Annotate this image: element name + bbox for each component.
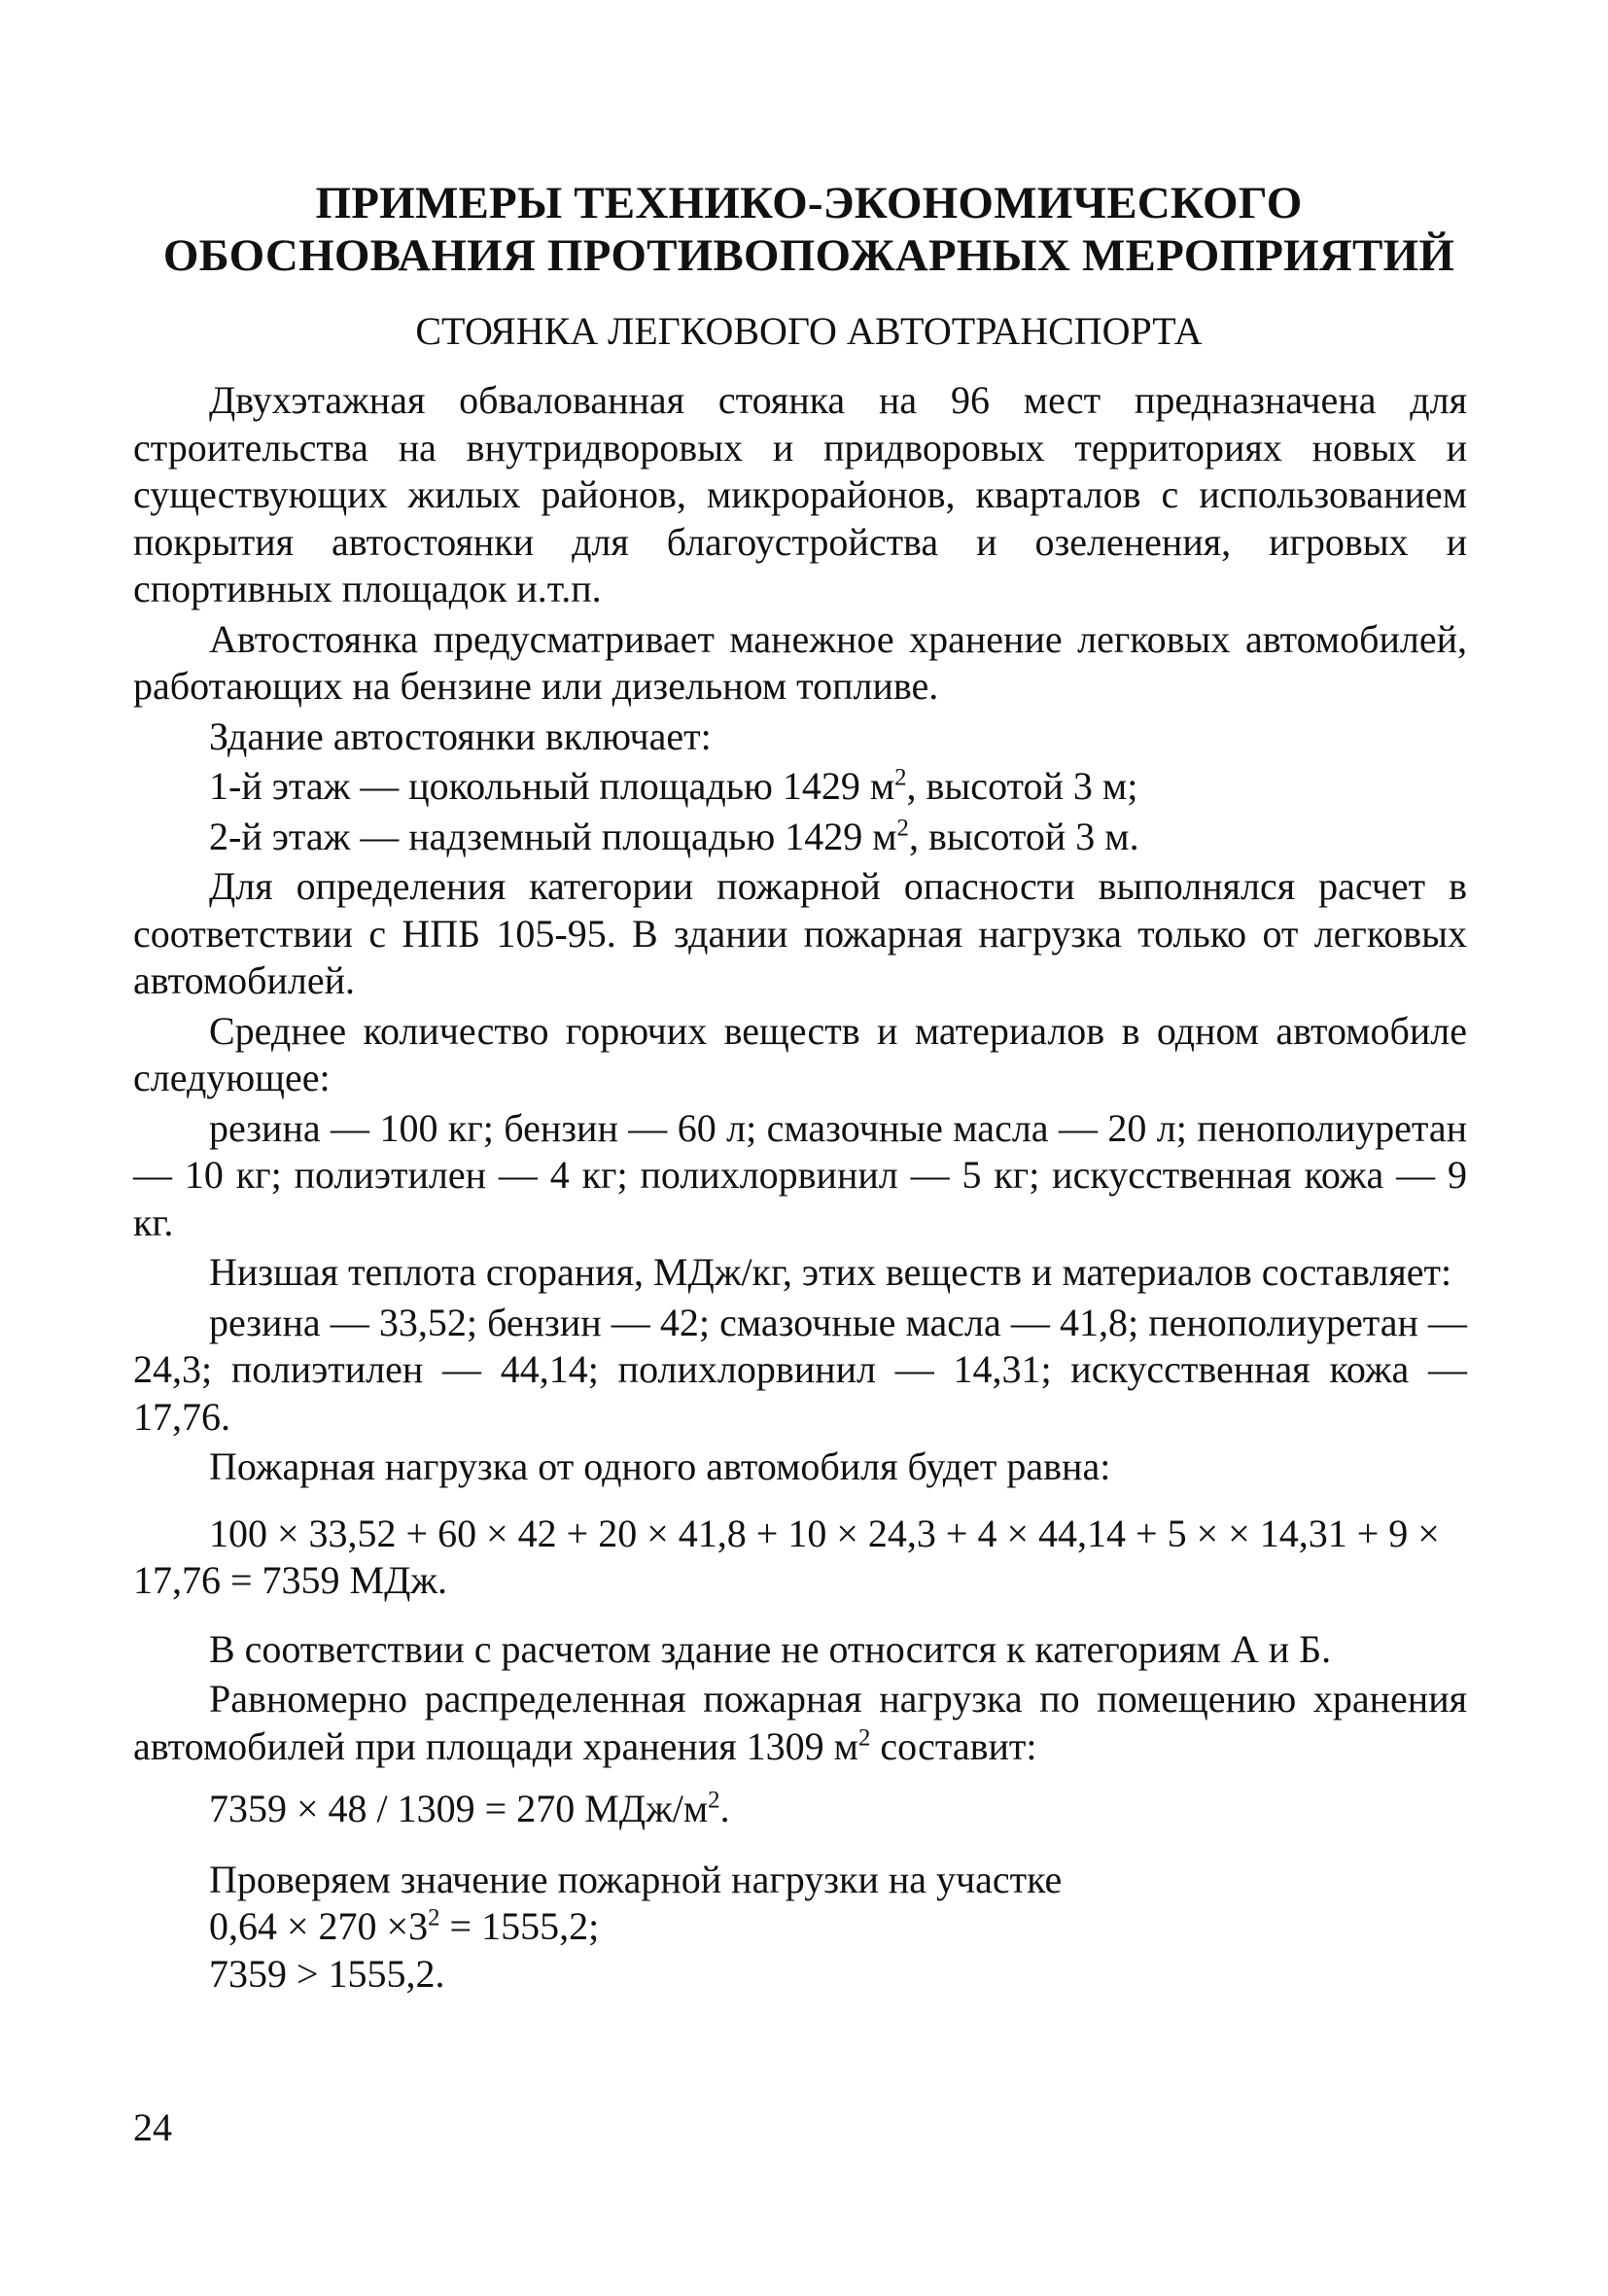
- paragraph-check-load: Проверяем значение пожарной нагрузки на участке: [209, 1857, 1063, 1901]
- title-line-2: ОБОСНОВАНИЯ ПРОТИВОПОЖАРНЫХ МЕРОПРИЯТИЙ: [162, 230, 1455, 281]
- paragraph-heat-intro: Низшая теплота сгорания, МДж/кг, этих веществ и материалов составляет:: [209, 1250, 1452, 1294]
- formula-3-text-end: = 1555,2;: [439, 1904, 600, 1948]
- formula-3-sup: 2: [428, 1904, 440, 1931]
- floor-2-text-end: , высотой 3 м.: [908, 814, 1139, 858]
- paragraph-floor-1: [133, 763, 1467, 811]
- formula-3-text: 0,64 × 270 ×3: [209, 1904, 429, 1948]
- floor-2-sup: 2: [896, 815, 909, 842]
- section-subtitle: СТОЯНКА ЛЕГКОВОГО АВТОТРАНСПОРТА: [415, 309, 1203, 353]
- body-text: [133, 377, 1467, 1998]
- title-line-1: ПРИМЕРЫ ТЕХНИКО-ЭКОНОМИЧЕСКОГО: [315, 178, 1303, 228]
- formula-load-per-car: 100 × 33,52 + 60 × 42 + 20 × 41,8 + 10 × 24,3 + 4 × 44,14 + 5 × × 14,31 + 9 × 17,76 = 7359 МДж.: [133, 1511, 1440, 1602]
- floor-1-text: 1-й этаж — цокольный площадью 1429 м: [209, 764, 895, 808]
- paragraph-storage-type: Автостоянка предусматривает манежное хранение легковых автомобилей, работающих на бензине или дизельном топливе.: [133, 616, 1467, 708]
- distributed-load-text: Равномерно распределенная пожарная нагрузка по помещению хранения автомобилей при площади хранения 1309 м: [133, 1677, 1467, 1768]
- page-number: 24: [133, 2105, 172, 2149]
- paragraph-heat-values: резина — 33,52; бензин — 42; смазочные масла — 41,8; пенополиуретан — 24,3; полиэтилен — 44,14; полихлорвинил — 14,31; искусственная кожа — 17,76.: [133, 1300, 1467, 1439]
- paragraph-distributed-load: [133, 1676, 1467, 1770]
- floor-1-text-end: , высотой 3 м;: [906, 764, 1138, 808]
- distributed-load-text-end: составит:: [870, 1723, 1037, 1768]
- distributed-load-sup: 2: [857, 1724, 871, 1752]
- paragraph-materials-list: резина — 100 кг; бензин — 60 л; смазочные масла — 20 л; пенополиуретан — 10 кг; полиэтилен — 4 кг; полихлорвинил — 5 кг; искусственная кожа — 9 кг.: [133, 1105, 1467, 1244]
- paragraph-category-result: В соответствии с расчетом здание не относится к категориям А и Б.: [209, 1626, 1332, 1671]
- paragraph-category-calc: Для определения категории пожарной опасности выполнялся расчет в соответствии с НПБ 105-95. В здании пожарная нагрузка только от легковых автомобилей.: [133, 864, 1467, 1002]
- formula-check-1: [133, 1903, 1467, 1951]
- formula-2-text: 7359 × 48 / 1309 = 270 МДж/м: [209, 1787, 709, 1830]
- paragraph-parking-description: Двухэтажная обвалованная стоянка на 96 мест предназначена для строительства на внутридворовых и придворовых территориях новых и существующих жилых районов, микрорайонов, кварталов с использованием покрытия автостоянки для благоустройства и озеленения, игровых и спортивных площадок и.т.п.: [133, 378, 1467, 610]
- floor-1-sup: 2: [894, 764, 907, 791]
- formula-check-2: 7359 > 1555,2.: [209, 1951, 445, 1996]
- paragraph-load-intro: Пожарная нагрузка от одного автомобиля будет равна:: [209, 1444, 1111, 1488]
- paragraph-building-includes: Здание автостоянки включает:: [209, 713, 712, 758]
- paragraph-floor-2: [133, 814, 1467, 861]
- formula-2-sup: 2: [708, 1787, 720, 1814]
- formula-distributed-load: [133, 1786, 1467, 1833]
- page-title: [146, 177, 1472, 282]
- formula-2-text-end: .: [719, 1787, 730, 1830]
- paragraph-materials-intro: Среднее количество горючих веществ и материалов в одном автомобиле следующее:: [133, 1008, 1467, 1099]
- floor-2-text: 2-й этаж — надземный площадью 1429 м: [209, 814, 897, 858]
